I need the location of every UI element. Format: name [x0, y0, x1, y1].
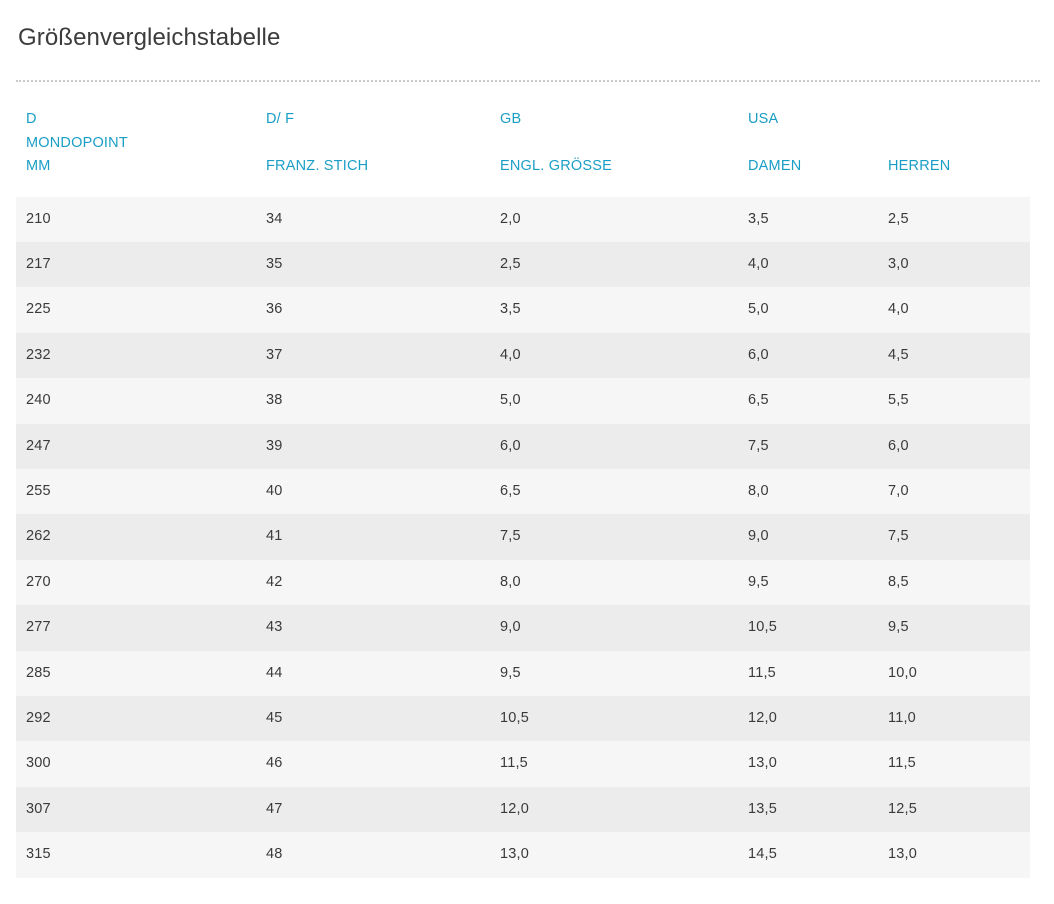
- table-cell: 262: [16, 514, 256, 559]
- table-cell: 225: [16, 287, 256, 332]
- table-cell: 11,0: [878, 696, 1030, 741]
- table-cell: 2,5: [878, 197, 1030, 242]
- column-header-line: MM: [26, 158, 51, 175]
- table-cell: 35: [256, 242, 490, 287]
- table-cell: 14,5: [738, 832, 878, 877]
- table-cell: 6,0: [878, 424, 1030, 469]
- table-row: [16, 378, 1030, 423]
- table-cell: 46: [256, 741, 490, 786]
- table-row: [16, 832, 1030, 877]
- table-cell: 6,0: [738, 333, 878, 378]
- table-cell: 270: [16, 560, 256, 605]
- table-cell: 277: [16, 605, 256, 650]
- table-header: [16, 82, 1030, 196]
- table-cell: 13,0: [490, 832, 738, 877]
- table-cell: 7,5: [738, 424, 878, 469]
- page-title: Größenvergleichstabelle: [18, 24, 281, 52]
- table-row: [16, 469, 1030, 514]
- table-cell: 292: [16, 696, 256, 741]
- table-cell: 8,0: [738, 469, 878, 514]
- table-cell: 7,0: [878, 469, 1030, 514]
- table-cell: 300: [16, 741, 256, 786]
- table-cell: 3,5: [490, 287, 738, 332]
- table-cell: 2,5: [490, 242, 738, 287]
- table-cell: 7,5: [878, 514, 1030, 559]
- table-cell: 8,5: [878, 560, 1030, 605]
- table-cell: 315: [16, 832, 256, 877]
- table-row: [16, 333, 1030, 378]
- column-header-4: [878, 82, 1030, 196]
- column-header-1: [256, 82, 490, 196]
- table-cell: 240: [16, 378, 256, 423]
- table-row: [16, 242, 1030, 287]
- table-cell: 9,0: [490, 605, 738, 650]
- table-cell: 34: [256, 197, 490, 242]
- table-cell: 13,5: [738, 787, 878, 832]
- size-comparison-table: [16, 82, 1030, 877]
- table-row: [16, 287, 1030, 332]
- column-header-line-spacer: [500, 132, 728, 156]
- table-row: [16, 560, 1030, 605]
- table-cell: 12,0: [490, 787, 738, 832]
- table-cell: 4,0: [738, 242, 878, 287]
- table-cell: 9,5: [490, 651, 738, 696]
- size-chart-page: [0, 16, 1054, 877]
- table-cell: 307: [16, 787, 256, 832]
- table-row: [16, 424, 1030, 469]
- table-cell: 9,0: [738, 514, 878, 559]
- column-header-line: MONDOPOINT: [26, 134, 128, 151]
- table-cell: 42: [256, 560, 490, 605]
- column-header-line-spacer: [266, 132, 480, 156]
- table-cell: 232: [16, 333, 256, 378]
- column-header-line: D: [26, 111, 37, 128]
- table-cell: 247: [16, 424, 256, 469]
- column-header-line: ENGL. GRÖSSE: [500, 158, 612, 175]
- column-header-line: FRANZ. STICH: [266, 158, 369, 175]
- table-cell: 3,0: [878, 242, 1030, 287]
- table-cell: 11,5: [878, 741, 1030, 786]
- column-header-line-spacer: [888, 108, 1020, 132]
- table-cell: 11,5: [738, 651, 878, 696]
- table-cell: 8,0: [490, 560, 738, 605]
- table-header-row: [16, 82, 1030, 196]
- table-cell: 217: [16, 242, 256, 287]
- table-cell: 13,0: [878, 832, 1030, 877]
- table-cell: 36: [256, 287, 490, 332]
- column-header-line: D/ F: [266, 111, 295, 128]
- table-row: [16, 787, 1030, 832]
- table-cell: 38: [256, 378, 490, 423]
- table-cell: 4,0: [490, 333, 738, 378]
- table-cell: 10,0: [878, 651, 1030, 696]
- column-header-line-spacer: [888, 132, 1020, 156]
- column-header-line-spacer: [748, 132, 868, 156]
- table-cell: 44: [256, 651, 490, 696]
- table-cell: 13,0: [738, 741, 878, 786]
- table-cell: 6,5: [738, 378, 878, 423]
- table-cell: 255: [16, 469, 256, 514]
- column-header-line: GB: [500, 111, 522, 128]
- table-row: [16, 605, 1030, 650]
- table-cell: 10,5: [738, 605, 878, 650]
- table-body: [16, 197, 1030, 878]
- column-header-line: DAMEN: [748, 158, 802, 175]
- table-row: [16, 696, 1030, 741]
- table-cell: 12,5: [878, 787, 1030, 832]
- table-row: [16, 514, 1030, 559]
- table-cell: 39: [256, 424, 490, 469]
- table-cell: 47: [256, 787, 490, 832]
- table-cell: 37: [256, 333, 490, 378]
- table-cell: 9,5: [738, 560, 878, 605]
- column-header-2: [490, 82, 738, 196]
- table-cell: 5,5: [878, 378, 1030, 423]
- column-header-line: HERREN: [888, 158, 951, 175]
- column-header-3: [738, 82, 878, 196]
- column-header-line: USA: [748, 111, 779, 128]
- table-row: [16, 651, 1030, 696]
- table-cell: 285: [16, 651, 256, 696]
- table-cell: 10,5: [490, 696, 738, 741]
- table-cell: 6,5: [490, 469, 738, 514]
- table-cell: 4,5: [878, 333, 1030, 378]
- column-header-0: [16, 82, 256, 196]
- table-cell: 12,0: [738, 696, 878, 741]
- table-cell: 43: [256, 605, 490, 650]
- table-cell: 4,0: [878, 287, 1030, 332]
- table-cell: 210: [16, 197, 256, 242]
- table-cell: 11,5: [490, 741, 738, 786]
- table-cell: 7,5: [490, 514, 738, 559]
- table-row: [16, 197, 1030, 242]
- table-cell: 5,0: [490, 378, 738, 423]
- table-cell: 6,0: [490, 424, 738, 469]
- table-cell: 9,5: [878, 605, 1030, 650]
- table-cell: 48: [256, 832, 490, 877]
- table-cell: 5,0: [738, 287, 878, 332]
- table-cell: 3,5: [738, 197, 878, 242]
- table-cell: 40: [256, 469, 490, 514]
- table-cell: 2,0: [490, 197, 738, 242]
- table-row: [16, 741, 1030, 786]
- table-cell: 45: [256, 696, 490, 741]
- table-cell: 41: [256, 514, 490, 559]
